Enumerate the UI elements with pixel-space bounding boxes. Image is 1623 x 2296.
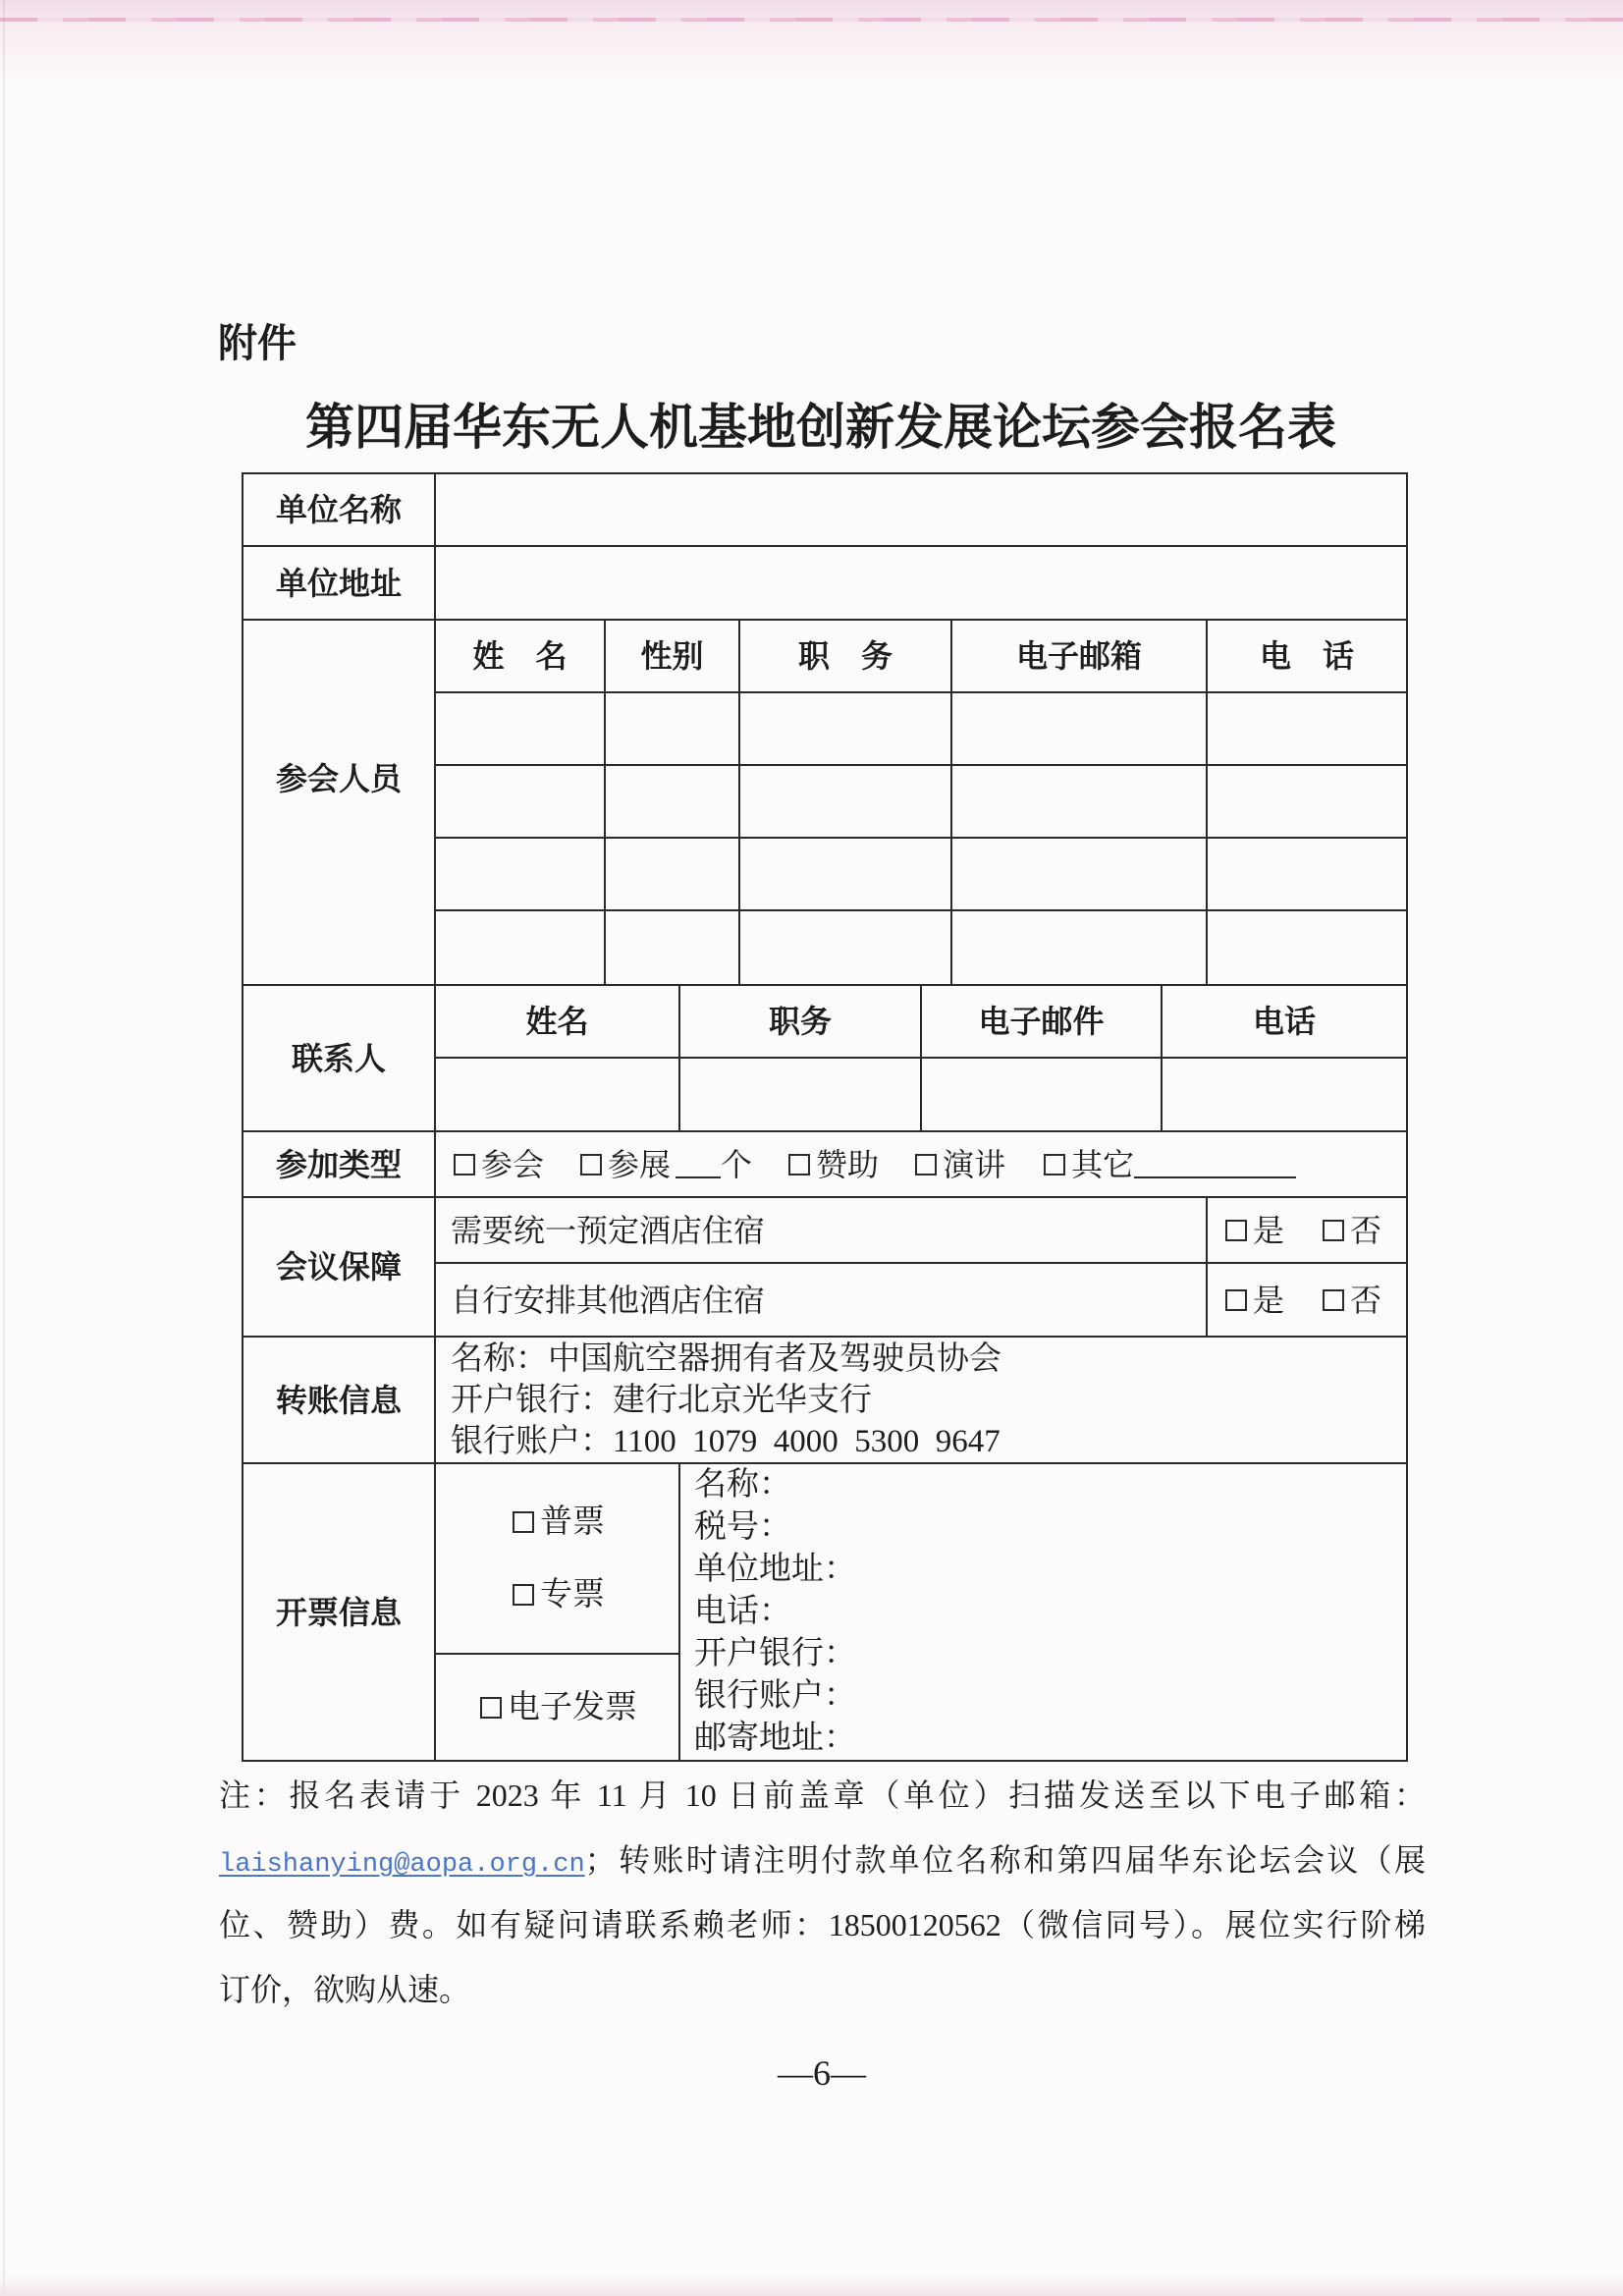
contact-header-email: 电子邮件 (922, 986, 1161, 1057)
attendee-phone-cell (1208, 911, 1406, 984)
transfer-field-label: 开户银行： (451, 1382, 613, 1418)
option-other (1041, 1145, 1296, 1184)
exhibit-unit: 个 (721, 1146, 753, 1182)
hotel-unified-text: 需要统一预定酒店住宿 (436, 1198, 1206, 1262)
invoice-label: 开票信息 (243, 1464, 434, 1760)
footnote-text: ；转账时请注明付款单位名称和第四届华东论坛会议（展 (584, 1842, 1426, 1878)
invoice-type-label: 专票 (540, 1577, 605, 1613)
hotel-self-text: 自行安排其他酒店住宿 (436, 1264, 1206, 1336)
option-label: 其它 (1071, 1146, 1135, 1182)
checkbox-box (454, 1154, 475, 1175)
attendee-title-cell (740, 693, 950, 764)
choice-label: 否 (1350, 1212, 1382, 1248)
contact-section (243, 986, 1406, 1130)
footnote-line (219, 1828, 1426, 1892)
scan-edge-left (3, 0, 5, 2296)
hotel-unified-choice (1208, 1198, 1406, 1262)
contact-header-title: 职务 (680, 986, 920, 1057)
org-address-label: 单位地址 (243, 547, 434, 619)
guarantee-section (243, 1198, 1406, 1336)
option-label: 赞助 (816, 1146, 880, 1182)
choice-yes (1222, 1281, 1284, 1320)
transfer-field-label: 名称： (451, 1340, 548, 1377)
org-address-field (436, 547, 1406, 619)
participation-options (436, 1132, 1406, 1196)
scan-edge-line (0, 18, 1623, 22)
form-title: 第四届华东无人机基地创新发展论坛参会报名表 (305, 398, 1336, 456)
option-label: 演讲 (943, 1146, 1006, 1182)
option-exhibit (577, 1145, 752, 1184)
choice-yes (1222, 1211, 1284, 1250)
attendees-label: 参会人员 (243, 621, 434, 984)
contact-phone-cell (1163, 1059, 1406, 1130)
transfer-bank-value: 建行北京光华支行 (613, 1382, 872, 1418)
contact-label: 联系人 (243, 986, 434, 1130)
checkbox-box (1323, 1220, 1344, 1241)
guarantee-label: 会议保障 (243, 1198, 434, 1336)
transfer-account-line (451, 1421, 1406, 1462)
org-name-label: 单位名称 (243, 474, 434, 545)
attendee-phone-cell (1208, 766, 1406, 837)
attendee-gender-cell (606, 839, 738, 909)
transfer-details (436, 1338, 1406, 1462)
attendee-email-cell (952, 766, 1206, 837)
invoice-field-phone: 电话： (694, 1594, 791, 1629)
option-attend (451, 1145, 544, 1184)
participation-label: 参加类型 (243, 1132, 434, 1196)
checkbox-box (513, 1584, 534, 1606)
org-name-row (243, 474, 1406, 545)
invoice-grid (436, 1464, 1406, 1760)
page-number: —6— (778, 2053, 866, 2093)
checkbox-box (513, 1511, 534, 1533)
attendee-header-title: 职 务 (740, 621, 950, 691)
contact-title-cell (680, 1059, 920, 1130)
option-label: 参会 (481, 1146, 545, 1182)
contact-header-name: 姓名 (436, 986, 678, 1057)
checkbox-box (1225, 1289, 1247, 1311)
invoice-field-account: 银行账户： (694, 1678, 856, 1714)
registration-form-table (242, 472, 1408, 1762)
attendee-gender-cell (606, 693, 738, 764)
option-sponsor (785, 1145, 879, 1184)
footnote-line: 注：报名表请于 2023 年 11 月 10 日前盖章（单位）扫描发送至以下电子邮箱： (219, 1777, 1426, 1813)
attendee-gender-cell (606, 766, 738, 837)
choice-label: 是 (1253, 1212, 1285, 1248)
transfer-payee-line (451, 1339, 1406, 1380)
checkbox-box (1323, 1289, 1344, 1311)
transfer-payee-value: 中国航空器拥有者及驾驶员协会 (548, 1340, 1001, 1377)
checkbox-box (1044, 1154, 1065, 1175)
invoice-section (243, 1464, 1406, 1760)
attendee-name-cell (436, 693, 604, 764)
attendee-title-cell (740, 839, 950, 909)
transfer-label: 转账信息 (243, 1338, 434, 1462)
org-name-field (436, 474, 1406, 545)
footnote-line: 订价，欲购从速。 (219, 1972, 471, 2007)
invoice-paper-types (436, 1464, 678, 1653)
contact-header-phone: 电话 (1163, 986, 1406, 1057)
transfer-section (243, 1338, 1406, 1462)
invoice-field-bank: 开户银行： (694, 1636, 856, 1671)
invoice-type-label: 电子发票 (508, 1689, 637, 1725)
invoice-field-address: 单位地址： (694, 1552, 856, 1587)
contact-grid (436, 986, 1406, 1130)
invoice-type-normal (510, 1503, 605, 1542)
attendee-title-cell (740, 911, 950, 984)
footnote (219, 1763, 1426, 2022)
invoice-electronic-type (436, 1655, 678, 1760)
checkbox-box (915, 1154, 937, 1175)
exhibit-count-blank (676, 1151, 721, 1178)
checkbox-box (1225, 1220, 1247, 1241)
invoice-type-special (510, 1575, 605, 1614)
checkbox-box (480, 1697, 502, 1719)
attendee-gender-cell (606, 911, 738, 984)
invoice-fields (680, 1464, 1406, 1760)
attendee-header-name: 姓 名 (436, 621, 604, 691)
invoice-field-name: 名称： (694, 1467, 791, 1503)
transfer-account-number: 1100 1079 4000 5300 9647 (613, 1423, 1001, 1459)
guarantee-grid (436, 1198, 1406, 1336)
transfer-field-label: 银行账户： (451, 1423, 613, 1459)
checkbox-box (580, 1154, 602, 1175)
footnote-line: 位、赞助）费。如有疑问请联系赖老师：18500120562（微信同号）。展位实行阶梯 (219, 1907, 1426, 1942)
choice-label: 是 (1253, 1282, 1285, 1318)
invoice-field-tax-id: 税号： (694, 1509, 791, 1545)
invoice-type-electronic (477, 1688, 637, 1727)
attendees-section (243, 621, 1406, 984)
scan-edge-top (0, 0, 1623, 79)
attendee-name-cell (436, 766, 604, 837)
invoice-type-label: 普票 (540, 1504, 605, 1540)
transfer-bank-line (451, 1380, 1406, 1421)
attendee-name-cell (436, 911, 604, 984)
attendee-name-cell (436, 839, 604, 909)
choice-no (1320, 1281, 1381, 1320)
attendee-phone-cell (1208, 839, 1406, 909)
invoice-field-mailing-address: 邮寄地址： (694, 1721, 856, 1756)
choice-no (1320, 1211, 1381, 1250)
scan-edge-bottom (0, 2274, 1623, 2296)
attendee-title-cell (740, 766, 950, 837)
attendee-header-phone: 电 话 (1208, 621, 1406, 691)
contact-email-link[interactable]: laishanying@aopa.org.cn (219, 1850, 585, 1880)
contact-name-cell (436, 1059, 678, 1130)
attendee-email-cell (952, 693, 1206, 764)
attendee-email-cell (952, 839, 1206, 909)
checkbox-box (788, 1154, 810, 1175)
choice-label: 否 (1350, 1282, 1382, 1318)
attendee-header-email: 电子邮箱 (952, 621, 1206, 691)
option-speech (912, 1145, 1005, 1184)
attendee-phone-cell (1208, 693, 1406, 764)
org-address-row (243, 547, 1406, 619)
attendee-email-cell (952, 911, 1206, 984)
option-label: 参展 (608, 1146, 672, 1182)
attendee-header-gender: 性别 (606, 621, 738, 691)
attachment-label: 附件 (218, 321, 297, 366)
other-type-blank (1134, 1151, 1296, 1178)
attendees-grid (436, 621, 1406, 984)
participation-section (243, 1132, 1406, 1196)
contact-email-cell (922, 1059, 1161, 1130)
hotel-self-choice (1208, 1264, 1406, 1336)
